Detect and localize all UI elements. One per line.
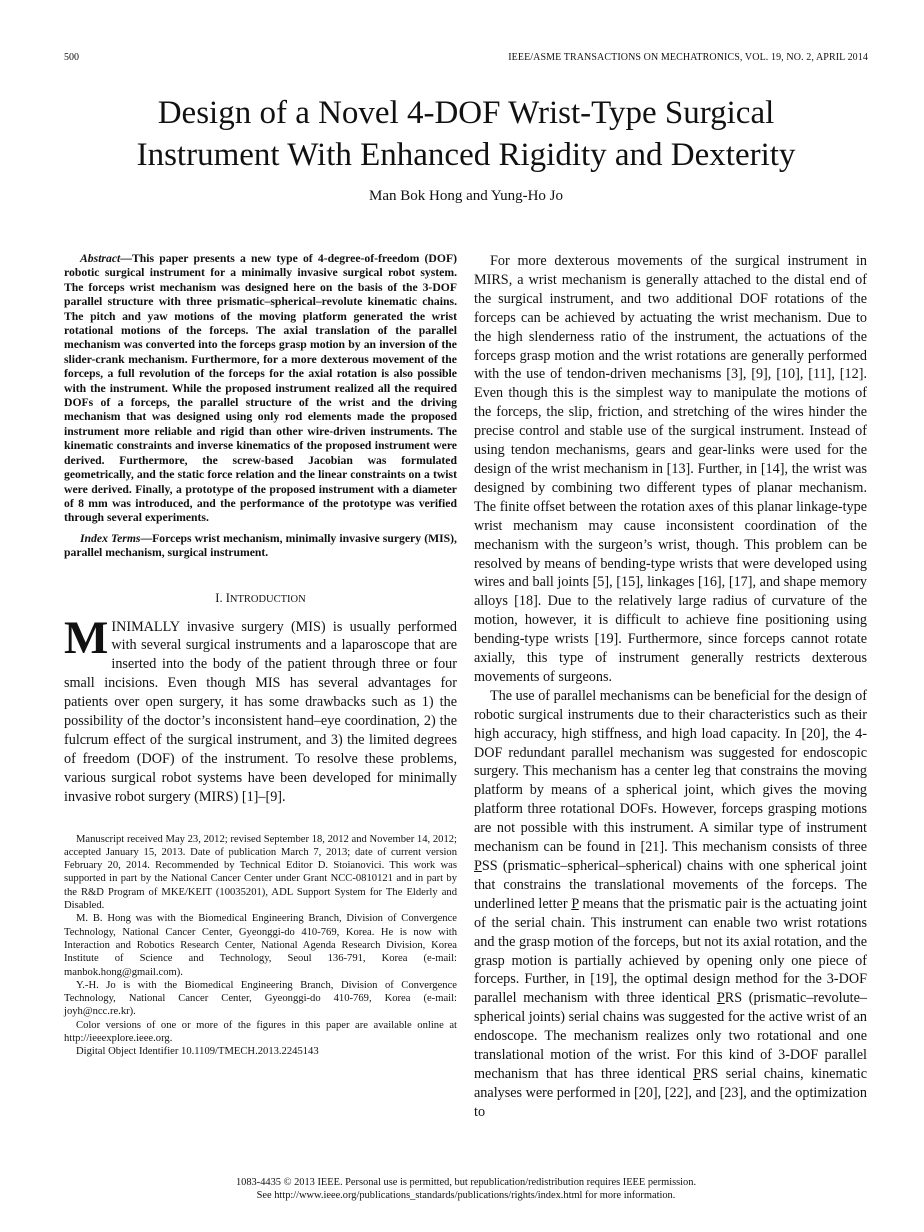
footnote-color: Color versions of one or more of the figures in this paper are available online at http://ieeexplore.ieee.org. bbox=[64, 1019, 457, 1045]
right-paragraph-2 bbox=[474, 687, 867, 1122]
section-rest: NTRODUCTION bbox=[229, 593, 306, 605]
section-initial: I bbox=[225, 590, 230, 605]
copyright-line-2: See http://www.ieee.org/publications_standards/publications/rights/index.html for more information. bbox=[256, 1190, 676, 1201]
prs2-underlined-p: P bbox=[693, 1065, 701, 1082]
para2-part-e: serial chains, kinematic analyses were performed in [20], [22], and [23], and the optimization to bbox=[474, 1065, 867, 1120]
index-terms-label: Index Terms bbox=[80, 531, 141, 545]
pss-rest: SS bbox=[481, 858, 498, 874]
title-line-1: Design of a Novel 4-DOF Wrist-Type Surgical bbox=[157, 95, 775, 131]
copyright-line-1: 1083-4435 © 2013 IEEE. Personal use is permitted, but republication/redistribution requires IEEE permission. bbox=[235, 1177, 697, 1188]
para2-part-b: (prismatic–spherical–spherical) chains with one spherical joint that constrains the translational movements of the forceps. The underlined letter bbox=[474, 858, 867, 912]
index-terms-text: Forceps wrist mechanism, minimally invasive surgery (MIS), parallel mechanism, surgical instrument. bbox=[64, 531, 457, 560]
abstract: Abstract—This paper presents a new type of 4-degree-of-freedom (DOF) robotic surgical instrument for a minimally invasive surgical robot system. The forceps wrist mechanism was designed here on the basis of the 3-DOF parallel structure with three prismatic–spherical–revolute kinematic chains. The pitch and yaw motions of the moving platform generated the wrist rotational motions of the forceps. The axial translation of the parallel mechanism was converted into the forceps grasp motion by an inversion of the slider-crank mechanism. Furthermore, for a more dexterous movement of the forceps, a full revolution of the forceps for the axial rotation is also possible with the instrument. While the proposed instrument realized all the required DOFs of a forceps, the parallel structure of the wrist and the driving mechanism that was designed using only rod elements made the proposed instrument more reliable and rigid than other wire-driven instruments. The kinematic constraints and inverse kinematics of the proposed instrument were derived. Furthermore, the screw-based Jacobian was formulated geometrically, and the static force relation and the linear constraints on a twist were derived. Finally, a prototype of the proposed instrument with a diameter of 8 mm was introduced, and the performance of the prototype was verified through several experiments. bbox=[64, 252, 457, 525]
prs1-rest: RS bbox=[724, 990, 743, 1007]
right-paragraph-1: For more dexterous movements of the surgical instrument in MIRS, a wrist mechanism is generally attached to the distal end of the surgical instrument, and two additional DOF rotations of the forceps can be achieved by actuating the wrist mechanism. Due to the high slenderness ratio of the instrument, the actuations of the forceps grasp motion and the wrist rotations are generally performed with the use of tendon-driven mechanisms [3], [9], [10], [11], [12]. Even though this is the simplest way to manipulate the motions of the forceps, the slip, friction, and stretching of the wires hinder the precise control and stable use of the surgical instrument. Instead of using tendon mechanisms, gears and gear-links were used for the design of the wrist mechanism in [13]. Further, in [14], the wrist was designed by combining two different types of planar mechanism. The finite offset between the rotation axes of this planar linkage-type wrist mechanism may cause inconsistent coordination of the mechanism with the surgeon’s wrist, though. This problem can be resolved by means of bending-type wrists that were developed using wires and ball joints [5], [15], linkages [16], [17], and shape memory alloys [18]. Due to the relatively large radius of curvature of the motion, however, it is difficult to achieve fine positioning using bending-type wrists [19]. Furthermore, since forceps cannot rotate axially, this type of instrument generally restricts dexterous movements of surgeons. bbox=[474, 253, 867, 685]
underlined-letter-p: P bbox=[571, 895, 579, 912]
journal-title: IEEE/ASME TRANSACTIONS ON MECHATRONICS, VOL. 19, NO. 2, APRIL 2014 bbox=[508, 52, 868, 63]
section-heading bbox=[64, 591, 457, 606]
footnote-doi: Digital Object Identifier 10.1109/TMECH.2013.2245143 bbox=[76, 1046, 319, 1058]
page-number: 500 bbox=[64, 52, 79, 63]
intro-text: invasive surgery (MIS) is usually performed with several surgical instruments and a laparoscope that are inserted into the body of the patient through three or four small incisions. Even though MIS has several advantages for patients over open surgery, it has some drawbacks such as 1) the possibility of the doctor’s inconsistent hand–eye coordination, 2) the fulcrum effect of the surgical instrument, and 3) the limited degrees of freedom (DOF) of the instrument. To resolve these problems, various surgical robot systems have been developed for minimally invasive robot surgery (MIRS) [1]–[9]. bbox=[64, 618, 457, 805]
prs2-rest: RS bbox=[700, 1065, 719, 1082]
footnote-manuscript: Manuscript received May 23, 2012; revised September 18, 2012 and November 14, 2012; accepted January 15, 2013. Date of publication March 7, 2013; date of current version February 20, 2014. Recommended by Technical Editor D. Stoianovici. This work was supported in part by the National Cancer Center under Grant NCC-0810121 and in part by the R&D Program of MKE/KEIT (10035201), ADL Support System for The Elderly and Disabled. bbox=[64, 833, 457, 912]
para2-part-d: (prismatic–revolute–spherical joints) serial chains was suggested for the active wrist of an endoscope. The mechanism realizes only two rotational and one translational motion of the wrist. For this kind of 3-DOF parallel mechanism that has three identical bbox=[474, 990, 867, 1082]
pss-underlined-p: P bbox=[474, 858, 482, 874]
abstract-label: Abstract bbox=[80, 252, 121, 265]
prs1-underlined-p: P bbox=[716, 990, 725, 1007]
paper-title bbox=[64, 92, 868, 176]
para2-part-c: means that the prismatic pair is the actuating joint of the serial chain. This instrument can enable two wrist rotations and the grasp motion of the forceps, but not its axial rotation, and the grasp motion is partially achieved by opening only one piece of forceps. Further, in [19], the optimal design method for the 3-DOF parallel mechanism with three identical bbox=[474, 895, 867, 1007]
intro-paragraph bbox=[64, 611, 457, 807]
intro-lead: INIMALLY bbox=[111, 618, 180, 635]
para2-part-a: The use of parallel mechanisms can be beneficial for the design of robotic surgical instruments due to their characteristics such as their high accuracy, high stiffness, and high load capacity. In [20], the 4-DOF redundant parallel mechanism was suggested for endoscopic surgery. This mechanism has a center leg that constrains the moving platform by means of a spherical joint, which gives the moving platform three rotational DOFs. However, forceps grasping motions are not possible with this instrument. A similar type of instrument mechanism can be found in [21]. This mechanism consists of three bbox=[474, 687, 867, 856]
abstract-text: This paper presents a new type of 4-degree-of-freedom (DOF) robotic surgical instrument for a minimally invasive surgical robot system. The forceps wrist mechanism was designed here on the basis of the 3-DOF parallel structure with three prismatic–spherical–revolute kinematic chains. The pitch and yaw motions of the moving platform generated the wrist rotational motions of the forceps. The axial translation of the parallel mechanism was converted into the forceps grasp motion by an inversion of the slider-crank mechanism. Furthermore, for a more dexterous movement of the forceps, a full revolution of the forceps for the axial rotation is also possible with the instrument. While the proposed instrument realized all the required DOFs of a forceps, the parallel structure of the wrist and the driving mechanism that was designed using only rod elements made the proposed instrument more reliable and rigid than other wire-driven instruments. The kinematic constraints and inverse kinematics of the proposed instrument were derived. Furthermore, the screw-based Jacobian was formulated geometrically, and the static force relation and the linear constraints on a twist were derived. Finally, a prototype of the proposed instrument with a diameter of 8 mm was introduced, and the performance of the prototype was verified through several experiments. bbox=[64, 252, 457, 525]
right-column bbox=[474, 252, 867, 1122]
authors: Man Bok Hong and Yung-Ho Jo bbox=[368, 188, 564, 204]
index-terms: Index Terms—Forceps wrist mechanism, minimally invasive surgery (MIS), parallel mechanism, surgical instrument. bbox=[64, 531, 457, 560]
drop-cap: M bbox=[64, 611, 109, 664]
left-column bbox=[64, 252, 457, 1059]
footnote-jo: Y.-H. Jo is with the Biomedical Engineering Branch, Division of Convergence Technology, National Cancer Center, Gyeonggi-do 410-769, Korea (e-mail: joyh@ncc.re.kr). bbox=[64, 979, 457, 1018]
copyright-notice bbox=[64, 1176, 868, 1202]
section-number: I. bbox=[215, 590, 223, 605]
footnote-hong: M. B. Hong was with the Biomedical Engineering Branch, Division of Convergence Technology, National Cancer Center, Gyeonggi-do 410-769, Korea. He is now with Interaction and Robotics Research Center, National Agenda Research Division, Korea Institute of Science and Technology, Seoul 136-791, Korea (e-mail: manbok.hong@gmail.com). bbox=[64, 913, 457, 978]
title-line-2: Instrument With Enhanced Rigidity and Dexterity bbox=[136, 137, 796, 173]
footnotes bbox=[64, 833, 457, 1059]
